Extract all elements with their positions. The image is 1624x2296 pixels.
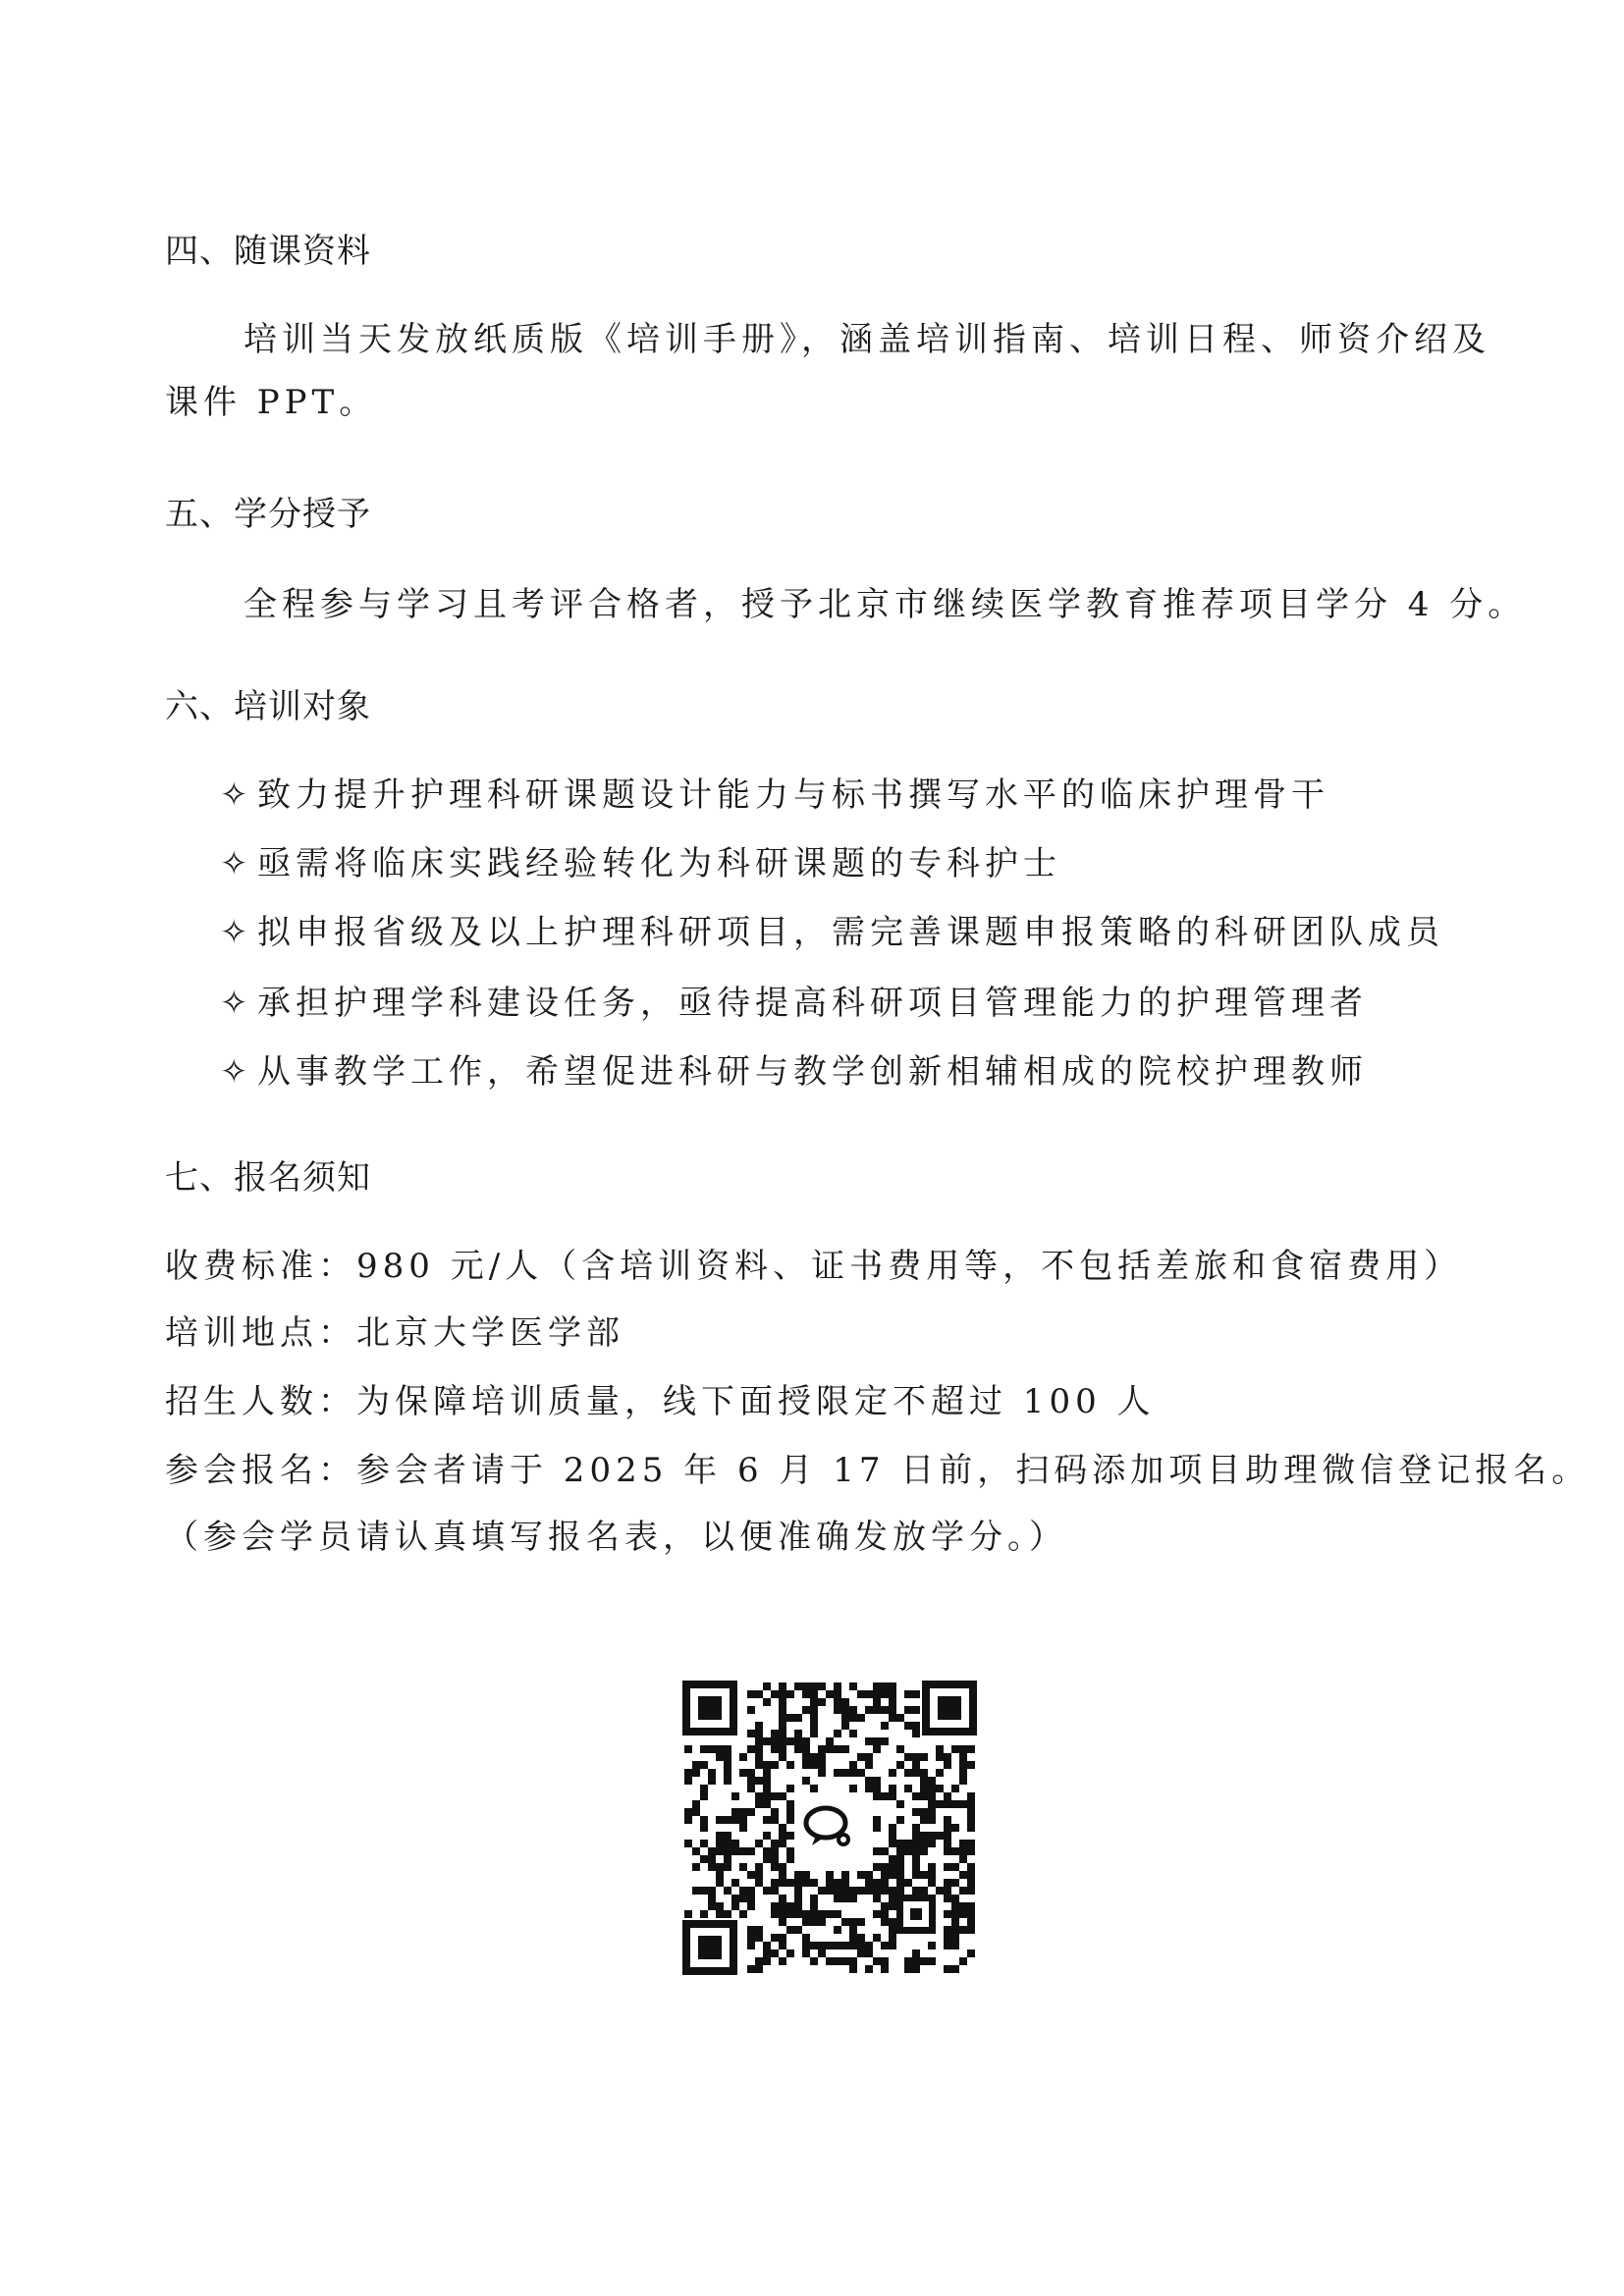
section-7-title: 七、报名须知: [165, 1158, 371, 1198]
bullet-icon: ✧: [220, 775, 248, 815]
wechat-qr-code-icon[interactable]: [682, 1681, 977, 1975]
list-item-text: 亟需将临床实践经验转化为科研课题的专科护士: [257, 844, 1061, 883]
list-item-text: 致力提升护理科研课题设计能力与标书撰写水平的临床护理骨干: [257, 775, 1329, 815]
list-item: [220, 1044, 1368, 1093]
registration-line: 参会报名：参会者请于 2025 年 6 月 17 日前，扫码添加项目助理微信登记报名。: [165, 1451, 1591, 1490]
list-item: [220, 768, 1329, 816]
list-item: [220, 976, 1368, 1024]
location-line: 培训地点：北京大学医学部: [165, 1313, 624, 1353]
section-5-title: 五、学分授予: [165, 495, 371, 534]
bullet-icon: ✧: [220, 913, 248, 952]
list-item: [220, 905, 1444, 953]
fee-line: 收费标准：980 元/人（含培训资料、证书费用等，不包括差旅和食宿费用）: [165, 1247, 1463, 1286]
section-4-line-2: 课件 PPT。: [165, 383, 378, 422]
bullet-icon: ✧: [220, 844, 248, 883]
list-item-text: 从事教学工作，希望促进科研与教学创新相辅相成的院校护理教师: [257, 1052, 1368, 1092]
list-item: [220, 836, 1061, 884]
list-item-text: 拟申报省级及以上护理科研项目，需完善课题申报策略的科研团队成员: [257, 913, 1444, 952]
section-5-line-1: 全程参与学习且考评合格者，授予北京市继续医学教育推荐项目学分 4 分。: [244, 585, 1527, 624]
capacity-line: 招生人数：为保障培训质量，线下面授限定不超过 100 人: [165, 1382, 1156, 1421]
section-4-line-1: 培训当天发放纸质版《培训手册》，涵盖培训指南、培训日程、师资介绍及: [244, 320, 1490, 359]
list-item-text: 承担护理学科建设任务，亟待提高科研项目管理能力的护理管理者: [257, 984, 1368, 1023]
registration-note: （参会学员请认真填写报名表，以便准确发放学分。）: [165, 1518, 1067, 1557]
section-6-title: 六、培训对象: [165, 687, 371, 726]
bullet-icon: ✧: [220, 984, 248, 1023]
section-4-title: 四、随课资料: [165, 232, 371, 271]
bullet-icon: ✧: [220, 1052, 248, 1092]
